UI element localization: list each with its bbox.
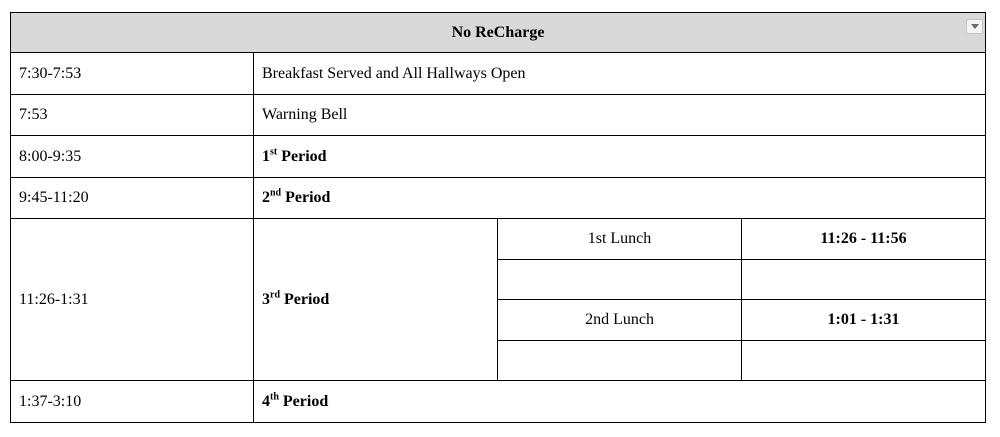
period-number: 4 [262, 392, 270, 410]
empty-cell [498, 259, 742, 299]
period-cell [254, 219, 498, 381]
lunch-name-cell: 1st Lunch [498, 219, 742, 259]
event-cell: Warning Bell [254, 94, 986, 136]
period-number: 1 [262, 147, 270, 165]
table-row [11, 381, 986, 423]
schedule-table [10, 12, 986, 423]
period-cell [254, 136, 986, 178]
period-number: 2 [262, 189, 270, 207]
lunch-time-cell: 1:01 - 1:31 [742, 300, 986, 340]
period-word: Period [277, 147, 327, 165]
period-word: Period [281, 189, 331, 207]
table-row [11, 53, 986, 95]
event-cell: Breakfast Served and All Hallways Open [254, 53, 986, 95]
period-cell [254, 177, 986, 219]
period-number: 3 [262, 290, 270, 308]
period-ordinal: rd [270, 289, 280, 301]
period-ordinal: th [270, 391, 279, 403]
dropdown-button[interactable] [966, 19, 983, 34]
time-cell: 11:26-1:31 [11, 219, 254, 381]
time-cell: 9:45-11:20 [11, 177, 254, 219]
period-word: Period [278, 392, 329, 410]
schedule-title-cell [11, 13, 986, 53]
empty-cell [498, 340, 742, 380]
schedule-title: No ReCharge [451, 23, 545, 41]
table-row [11, 136, 986, 178]
empty-cell [742, 340, 986, 380]
table-row [11, 94, 986, 136]
lunch-time-cell: 11:26 - 11:56 [742, 219, 986, 259]
period-ordinal: nd [270, 187, 282, 199]
table-row [11, 177, 986, 219]
time-cell: 7:30-7:53 [11, 53, 254, 95]
period-ordinal: st [270, 146, 278, 158]
chevron-down-icon [971, 24, 979, 29]
empty-cell [742, 259, 986, 299]
period-cell [254, 381, 986, 423]
time-cell: 7:53 [11, 94, 254, 136]
table-row [11, 219, 986, 259]
time-cell: 8:00-9:35 [11, 136, 254, 178]
period-word: Period [280, 290, 330, 308]
time-cell: 1:37-3:10 [11, 381, 254, 423]
lunch-name-cell: 2nd Lunch [498, 300, 742, 340]
table-header-row [11, 13, 986, 53]
